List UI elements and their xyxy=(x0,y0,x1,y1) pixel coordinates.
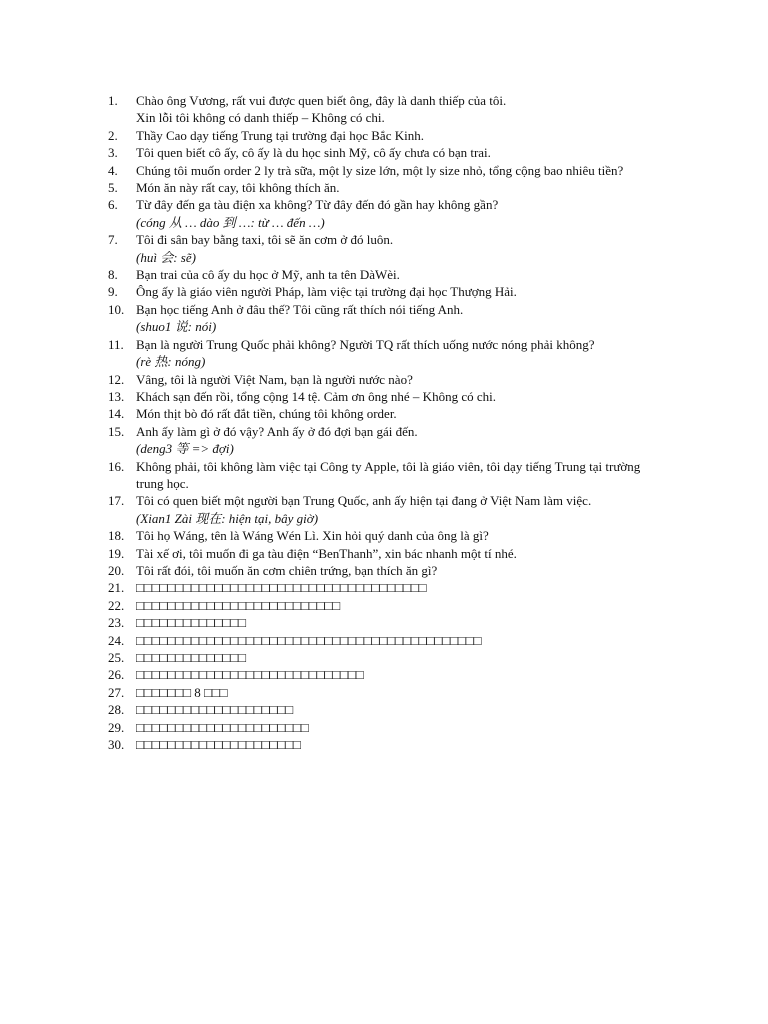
list-item xyxy=(108,579,688,596)
list-item xyxy=(108,458,688,493)
list-item xyxy=(108,649,688,666)
item-text: □□□□□□□□□□□□□□□□□□□□ xyxy=(136,702,294,718)
item-text: □□□□□□□□□□□□□□ xyxy=(136,650,246,665)
item-number: 26. xyxy=(108,667,125,683)
item-number: 29. xyxy=(108,719,125,735)
item-number: 20. xyxy=(108,562,125,578)
item-number: 22. xyxy=(108,597,125,613)
list-item xyxy=(108,388,688,405)
item-text: trung học. xyxy=(136,475,189,491)
item-text: □□□□□□□□□□□□□□□□□□□□□ xyxy=(136,737,301,753)
list-item xyxy=(108,162,688,179)
item-text: Xin lỗi tôi không có danh thiếp – Không có chi. xyxy=(136,110,385,126)
list-item xyxy=(108,527,688,544)
item-text: Món ăn này rất cay, tôi không thích ăn. xyxy=(136,180,340,196)
item-text: Ông ấy là giáo viên người Pháp, làm việc tại trường đại học Thượng Hải. xyxy=(136,284,517,300)
item-number: 10. xyxy=(108,301,125,317)
list-item xyxy=(108,632,688,649)
item-text: Chào ông Vương, rất vui được quen biết ông, đây là danh thiếp của tôi. xyxy=(136,93,507,108)
item-number: 13. xyxy=(108,388,125,404)
list-item xyxy=(108,371,688,388)
list-item xyxy=(108,301,688,336)
item-number: 2. xyxy=(108,127,118,143)
item-number: 23. xyxy=(108,615,125,631)
list-item xyxy=(108,231,688,266)
list-item xyxy=(108,196,688,231)
item-note: (cóng 从 … dào 到 …: từ … đến …) xyxy=(136,214,325,230)
item-number: 15. xyxy=(108,423,125,439)
item-number: 5. xyxy=(108,180,118,196)
item-text: □□□□□□□ 8 □□□ xyxy=(136,684,228,700)
item-number: 8. xyxy=(108,267,118,283)
item-number: 27. xyxy=(108,684,125,700)
sentence-list xyxy=(108,92,688,753)
item-text: □□□□□□□□□□□□□□□□□□□□□□ xyxy=(136,719,309,735)
item-text: Bạn trai của cô ấy du học ở Mỹ, anh ta tên DàWèi. xyxy=(136,267,400,283)
list-item xyxy=(108,492,688,527)
item-number: 16. xyxy=(108,458,125,474)
item-number: 24. xyxy=(108,632,125,648)
list-item xyxy=(108,597,688,614)
item-number: 30. xyxy=(108,737,125,753)
list-item xyxy=(108,701,688,718)
list-item xyxy=(108,127,688,144)
item-text: Chúng tôi muốn order 2 ly trà sữa, một ly size lớn, một ly size nhỏ, tổng cộng bao nhiêu tiền? xyxy=(136,162,624,178)
item-text: Tôi quen biết cô ấy, cô ấy là du học sinh Mỹ, cô ấy chưa có bạn trai. xyxy=(136,145,491,161)
item-text: Bạn là người Trung Quốc phải không? Người TQ rất thích uống nước nóng phải không? xyxy=(136,336,595,352)
item-number: 11. xyxy=(108,336,124,352)
item-text: Tôi họ Wáng, tên là Wáng Wén Lì. Xin hỏi quý danh của ông là gì? xyxy=(136,528,489,544)
item-number: 28. xyxy=(108,702,125,718)
list-item xyxy=(108,144,688,161)
item-text: Tôi rất đói, tôi muốn ăn cơm chiên trứng, bạn thích ăn gì? xyxy=(136,562,438,578)
item-text: Không phải, tôi không làm việc tại Công ty Apple, tôi là giáo viên, tôi dạy tiếng Trung tại trường xyxy=(136,458,641,474)
item-note: (huì 会: sẽ) xyxy=(136,249,196,265)
item-text: Từ đây đến ga tàu điện xa không? Từ đây đến đó gần hay không gần? xyxy=(136,197,499,213)
item-text: Món thịt bò đó rất đắt tiền, chúng tôi không order. xyxy=(136,406,397,422)
list-item xyxy=(108,562,688,579)
item-note: (rè 热: nóng) xyxy=(136,354,206,370)
item-text: □□□□□□□□□□□□□□□□□□□□□□□□□□□□□□□□□□□□□ xyxy=(136,580,427,596)
item-text: Vâng, tôi là người Việt Nam, bạn là người nước nào? xyxy=(136,371,413,387)
item-text: Tôi có quen biết một người bạn Trung Quốc, anh ấy hiện tại đang ở Việt Nam làm việc. xyxy=(136,493,592,509)
item-text: Tài xế ơi, tôi muốn đi ga tàu điện “BenThanh”, xin bác nhanh một tí nhé. xyxy=(136,545,517,561)
list-item xyxy=(108,283,688,300)
list-item xyxy=(108,336,688,371)
item-number: 17. xyxy=(108,493,125,509)
list-item xyxy=(108,684,688,701)
list-item xyxy=(108,614,688,631)
list-item xyxy=(108,423,688,458)
item-note: (shuo1 说: nói) xyxy=(136,319,217,335)
item-number: 3. xyxy=(108,145,118,161)
item-text: □□□□□□□□□□□□□□□□□□□□□□□□□□ xyxy=(136,597,341,613)
item-number: 9. xyxy=(108,284,118,300)
item-text: □□□□□□□□□□□□□□□□□□□□□□□□□□□□□ xyxy=(136,667,364,683)
item-text: Bạn học tiếng Anh ở đâu thế? Tôi cũng rất thích nói tiếng Anh. xyxy=(136,301,464,317)
item-text: Thầy Cao dạy tiếng Trung tại trường đại học Bắc Kinh. xyxy=(136,127,424,143)
item-number: 18. xyxy=(108,528,125,544)
item-text: □□□□□□□□□□□□□□□□□□□□□□□□□□□□□□□□□□□□□□□□□□□□ xyxy=(136,632,482,648)
list-item xyxy=(108,666,688,683)
item-number: 6. xyxy=(108,197,118,213)
list-item xyxy=(108,92,688,127)
list-item xyxy=(108,545,688,562)
item-number: 19. xyxy=(108,545,125,561)
list-item xyxy=(108,179,688,196)
item-note: (Xian1 Zài 现在: hiện tại, bây giờ) xyxy=(136,510,319,526)
list-item xyxy=(108,719,688,736)
list-item xyxy=(108,736,688,753)
item-note: (deng3 等 => đợi) xyxy=(136,441,234,457)
item-number: 21. xyxy=(108,580,125,596)
list-item xyxy=(108,266,688,283)
item-number: 14. xyxy=(108,406,125,422)
item-number: 25. xyxy=(108,650,125,665)
item-text: Anh ấy làm gì ở đó vậy? Anh ấy ở đó đợi bạn gái đến. xyxy=(136,423,418,439)
item-text: □□□□□□□□□□□□□□ xyxy=(136,615,246,631)
item-text: Tôi đi sân bay bằng taxi, tôi sẽ ăn cơm ở đó luôn. xyxy=(136,232,394,248)
item-text: Khách sạn đến rồi, tổng cộng 14 tệ. Cảm ơn ông nhé – Không có chi. xyxy=(136,388,496,404)
item-number: 1. xyxy=(108,93,118,108)
item-number: 4. xyxy=(108,162,118,178)
item-number: 12. xyxy=(108,371,125,387)
item-number: 7. xyxy=(108,232,118,248)
list-item xyxy=(108,405,688,422)
